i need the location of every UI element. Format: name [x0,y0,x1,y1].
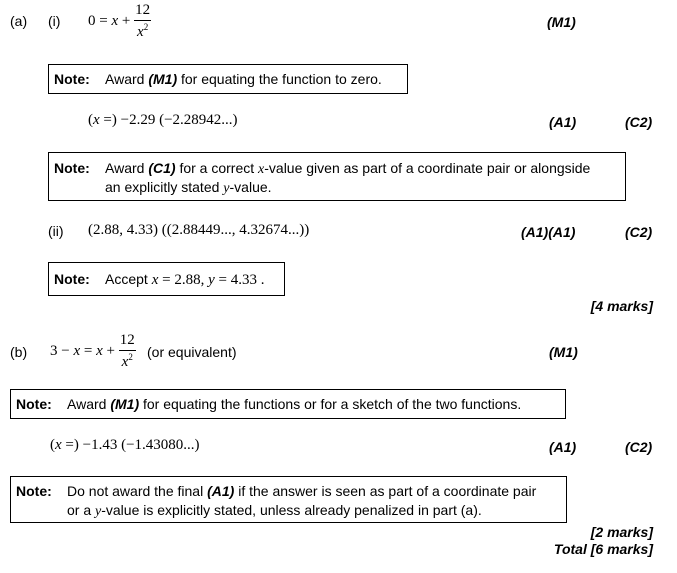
note-mark: (M1) [148,71,178,87]
answer-a-i [88,112,238,129]
note-text [105,70,382,89]
eq-var-x1: x [73,342,81,359]
ans-close: =) [61,437,79,453]
note-label: Note: [54,71,90,87]
mark-a-ii: (A1)(A1) [521,224,576,240]
note-label: Note: [54,271,90,287]
note-text-post: for equating the function to zero. [177,71,382,87]
note-box-a-2 [48,152,626,201]
note-var-y: y [223,181,230,196]
note-text-post: -value. [229,179,272,195]
ans-var: x [93,112,100,128]
ans-value: −2.29 (−2.28942...) [116,112,238,128]
note-label: Note: [54,160,90,176]
ans-close: =) [99,112,117,128]
c-mark-a-ii: (C2) [625,224,653,240]
note-text-post: for equating the functions or for a sketch of the two functions. [139,396,522,412]
note-y-value: = 4.33 . [214,272,265,288]
note-var-y: y [208,272,215,288]
part-b-label: (b) [10,344,28,360]
eq-plus: + [118,12,135,29]
eq-equals: = [80,342,97,359]
frac-num: 12 [134,3,151,21]
note-text-pre: Award [105,71,149,87]
answer-a-ii: (2.88, 4.33) ((2.88449..., 4.32674...)) [88,222,310,238]
mark-b-answer: (A1) [549,439,577,455]
note-text-pre: Award [105,160,149,176]
marks-b: [2 marks] [590,524,653,540]
ans-var: x [55,437,62,453]
note-text [67,395,521,414]
fraction-12-over-x2 [134,3,151,40]
note-label: Note: [16,396,52,412]
eq-plus: + [102,342,119,359]
marks-total-a: [4 marks] [590,298,653,314]
frac-exp: 2 [143,22,149,32]
note-text-line1 [67,482,536,501]
note-var-y: y [95,504,102,519]
c-mark-a-i: (C2) [625,114,653,130]
note-text-pre: or a [67,502,96,518]
marks-total: Total [6 marks] [553,541,653,557]
note-text-line2 [67,501,482,521]
part-a-i-label: (i) [48,13,61,29]
note-box-b-2 [10,476,567,523]
answer-b [50,437,200,454]
mark-a-i-answer: (A1) [549,114,577,130]
note-text-post: -value is explicitly stated, unless already penalized in part (a). [101,502,482,518]
note-var-x: x [151,272,159,288]
note-text [105,270,264,290]
fraction-12-over-x2 [119,333,136,370]
part-a-label: (a) [10,13,28,29]
note-text-post: if the answer is seen as part of a coordinate pair [234,483,537,499]
note-text-pre: Award [67,396,111,412]
note-box-a-3 [48,262,285,296]
note-text-line2 [105,178,272,198]
eq-var-x2: x [96,342,103,359]
equation-b-suffix: (or equivalent) [147,344,237,360]
note-text-pre: Accept [105,271,152,287]
note-text-pre: Do not award the final [67,483,208,499]
frac-den: x [137,24,144,40]
note-text-line1 [105,159,590,179]
equation-b [50,333,136,370]
frac-den: x [121,354,129,370]
mark-b: (M1) [549,344,578,360]
note-box-a-1 [48,64,408,94]
note-mark: (M1) [110,396,140,412]
note-mark: (C1) [148,160,176,176]
note-text-post: -value given as part of a coordinate pair or alongside [264,160,591,176]
note-mark: (A1) [207,483,235,499]
equation-a-i [88,3,151,40]
note-label: Note: [16,483,52,499]
c-mark-b: (C2) [625,439,653,455]
frac-num: 12 [119,333,136,351]
part-a-ii-label: (ii) [48,223,64,239]
note-box-b-1 [10,389,566,419]
eq-lhs: 0 = [88,12,112,29]
eq-pre: 3 − [50,342,74,359]
note-var-x: x [258,162,265,177]
ans-value: −1.43 (−1.43080...) [78,437,200,453]
note-text-pre: an explicitly stated [105,179,224,195]
note-text-mid: for a correct [175,160,259,176]
frac-exp: 2 [128,352,133,362]
note-x-value: = 2.88, [158,272,209,288]
mark-a-i: (M1) [547,14,576,30]
ans-open: ( [50,437,55,453]
ans-open: ( [88,112,93,128]
eq-var-x: x [111,12,119,29]
